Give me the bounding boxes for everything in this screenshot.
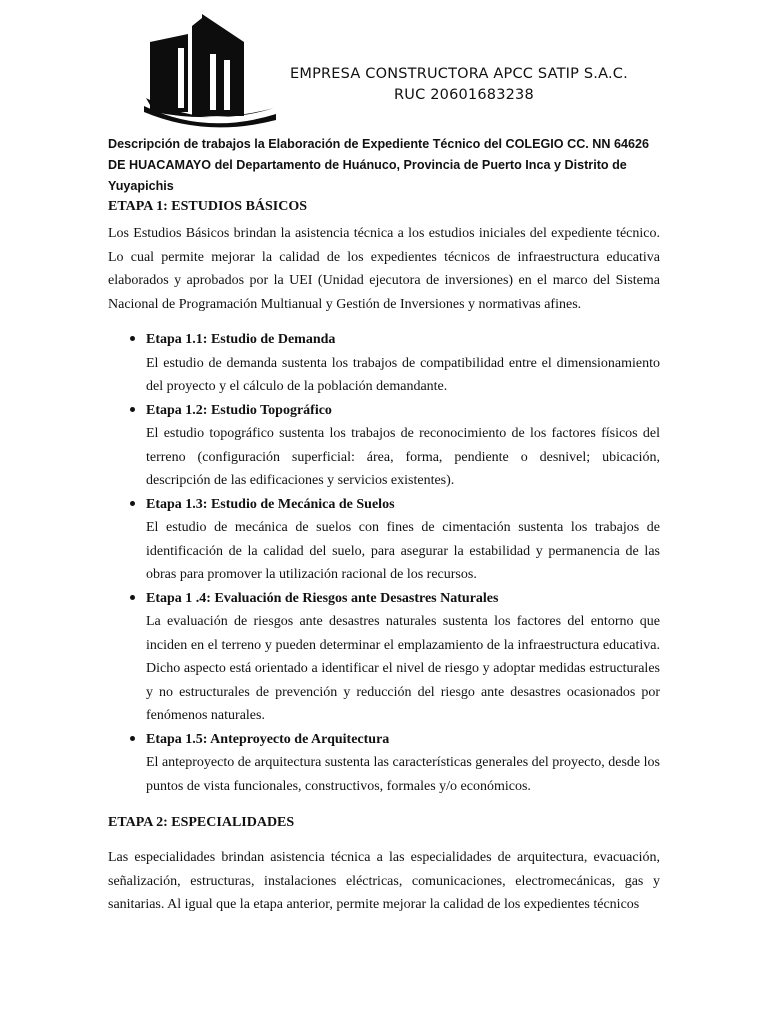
bullet-icon — [130, 407, 135, 412]
list-item — [108, 728, 660, 799]
list-item-title: Etapa 1 .4: Evaluación de Riesgos ante Desastres Naturales — [146, 590, 499, 606]
list-item — [108, 399, 660, 493]
document-description: Descripción de trabajos la Elaboración de Expediente Técnico del COLEGIO CC. NN 64626 DE HUACAMAYO del Departamento de Huánuco, Provincia de Puerto Inca y Distrito de Yuyapichis — [108, 137, 649, 193]
list-item — [108, 587, 660, 728]
company-ruc: RUC 20601683238 — [394, 87, 534, 103]
list-item — [108, 493, 660, 587]
bullet-icon — [130, 336, 135, 341]
list-item-text: El estudio de mecánica de suelos con fines de cimentación sustenta los trabajos de identificación de la calidad del suelo, para asegurar la estabilidad y permanencia de las obras para promover la utilización racional de los recursos. — [146, 520, 660, 582]
list-item-text: El estudio topográfico sustenta los trabajos de reconocimiento de los factores físicos del terreno (configuración superficial: área, forma, pendiente o desnivel; ubicación, descripción de las edificaciones y servicios existentes). — [146, 426, 660, 488]
list-item-title: Etapa 1.5: Anteproyecto de Arquitectura — [146, 731, 390, 747]
building-logo-icon — [144, 12, 276, 128]
bullet-icon — [130, 736, 135, 741]
stage1-intro: Los Estudios Básicos brindan la asistencia técnica a los estudios iniciales del expediente técnico. Lo cual permite mejorar la calidad de los expedientes técnicos de infraestructura educativa elaborados y aprobados por la UEI (Unidad ejecutora de inversiones) en el marco del Sistema Nacional de Programación Multianual y Gestión de Inversiones y normativas afines. — [108, 226, 660, 312]
list-item-text: El estudio de demanda sustenta los trabajos de compatibilidad entre el dimensionamiento del proyecto y el cálculo de la población demandante. — [146, 355, 660, 394]
stage1-heading: ETAPA 1: ESTUDIOS BÁSICOS — [108, 199, 308, 214]
list-item-title: Etapa 1.1: Estudio de Demanda — [146, 332, 336, 347]
document-body — [108, 196, 660, 917]
company-name: EMPRESA CONSTRUCTORA APCC SATIP S.A.C. — [290, 66, 628, 82]
list-item-text: El anteproyecto de arquitectura sustenta las características generales del proyecto, desde los puntos de vista funcionales, constructivos, formales y/o económicos. — [146, 755, 660, 794]
list-item-title: Etapa 1.3: Estudio de Mecánica de Suelos — [146, 496, 395, 512]
list-item-title: Etapa 1.2: Estudio Topográfico — [146, 402, 332, 418]
company-header — [290, 64, 630, 106]
list-item — [108, 328, 660, 399]
stage1-list — [108, 328, 660, 798]
bullet-icon — [130, 595, 135, 600]
stage2-intro: Las especialidades brindan asistencia técnica a las especialidades de arquitectura, evacuación, señalización, estructuras, instalaciones eléctricas, comunicaciones, electromecánicas, gas y sanitarias. Al igual que la etapa anterior, permite mejorar la calidad de los expedientes técnicos — [108, 850, 660, 912]
bullet-icon — [130, 501, 135, 506]
stage2-heading: ETAPA 2: ESPECIALIDADES — [108, 815, 295, 830]
list-item-text: La evaluación de riesgos ante desastres naturales sustenta los factores del entorno que inciden en el terreno y pueden determinar el emplazamiento de la infraestructura educativa. Dicho aspecto está orientado a identificar el nivel de riesgo y adoptar medidas estructurales y no estructurales de prevención y reducción del riesgo ante desastres ocasionados por fenómenos naturales. — [146, 614, 660, 723]
